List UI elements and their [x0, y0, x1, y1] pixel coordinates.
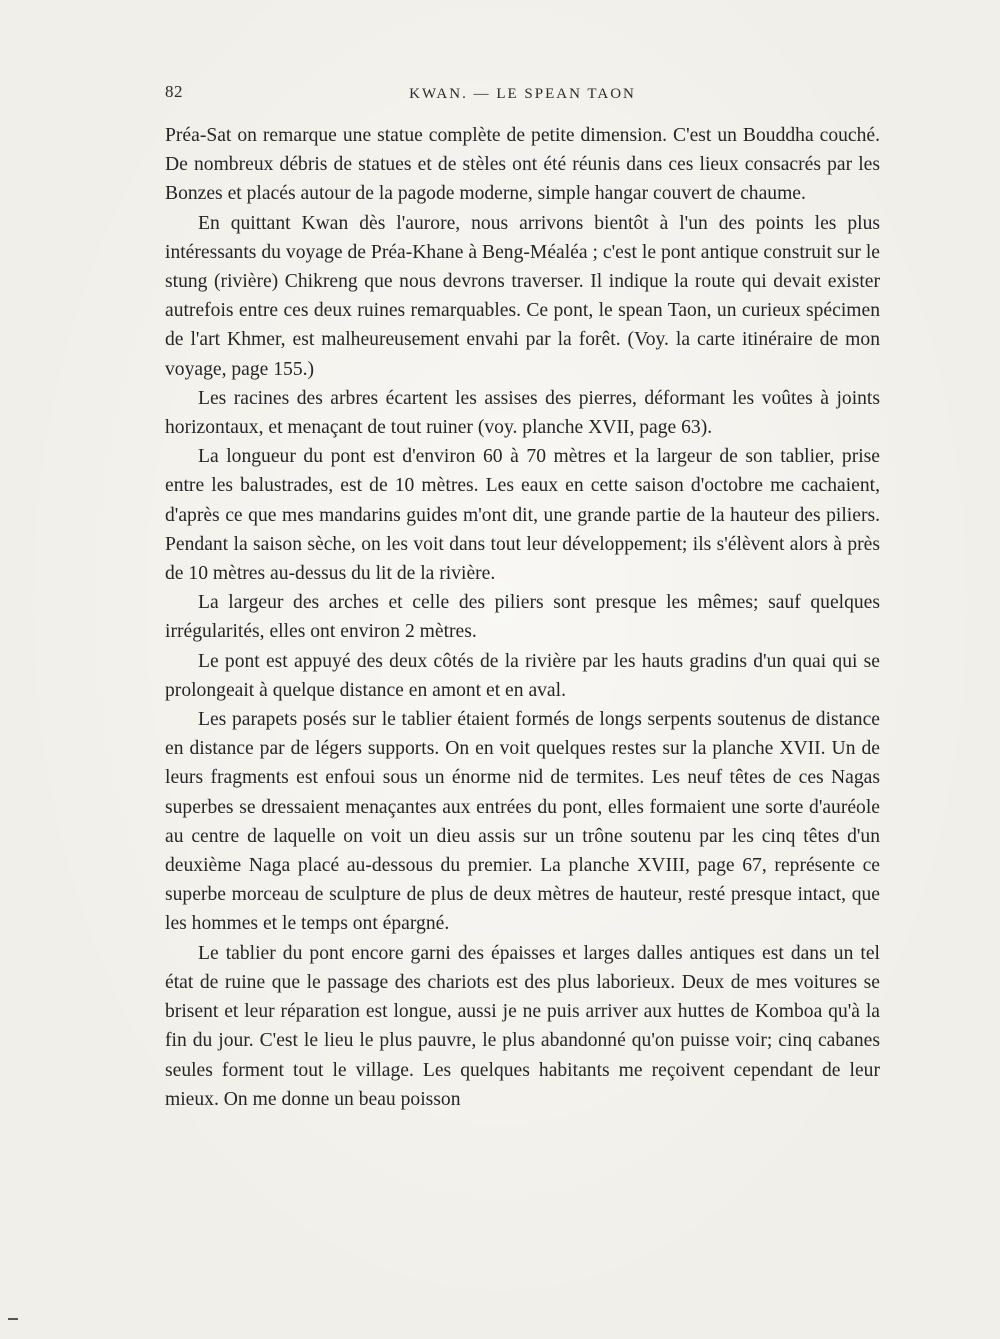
paragraph: La largeur des arches et celle des piliers sont presque les mêmes; sauf quelques irrégularités, elles ont environ 2 mètres. — [165, 592, 880, 643]
paragraph: Les parapets posés sur le tablier étaient formés de longs serpents soutenus de distance en distance par de légers supports. On en voit quelques restes sur la planche XVII. Un de leurs fragments est enfoui sous un énorme nid de termites. Les neuf têtes de ces Nagas superbes se dressaient menaçantes aux entrées du pont, elles formaient une sorte d'auréole au centre de laquelle on voit un dieu assis sur un trône soutenu par les cinq têtes d'un deuxième Naga placé au-dessous du premier. La planche XVIII, page 67, représente ce superbe morceau de sculpture de plus de deux mètres de hauteur, resté presque intact, que les hommes et le temps ont épargné. — [165, 709, 880, 935]
scan-corner-mark — [8, 1318, 18, 1320]
running-head: KWAN. — LE SPEAN TAON — [409, 86, 636, 102]
paragraph: Le tablier du pont encore garni des épaisses et larges dalles antiques est dans un tel état de ruine que le passage des chariots est des plus laborieux. Deux de mes voitures se brisent et leur réparation est longue, aussi je ne puis arriver aux huttes de Komboa qu'à la fin du jour. C'est le lieu le plus pauvre, le plus abandonné qu'on puisse voir; cinq cabanes seules forment tout le village. Les quelques habitants me reçoivent cependant de leur mieux. On me donne un beau poisson — [165, 942, 880, 1110]
paragraph: Le pont est appuyé des deux côtés de la rivière par les hauts gradins d'un quai qui se prolongeait à quelque distance en amont et en aval. — [165, 650, 880, 701]
paragraph: Les racines des arbres écartent les assises des pierres, déformant les voûtes à joints horizontaux, et menaçant de tout ruiner (voy. planche XVII, page 63). — [165, 387, 880, 439]
body-text — [165, 121, 880, 1114]
page-header — [165, 82, 880, 112]
page-number: 82 — [165, 82, 183, 101]
paragraph-continuation: Préa-Sat on remarque une statue complète de petite dimension. C'est un Bouddha couché. De nombreux débris de statues et de stèles ont été réunis dans ces lieux consacrés par les Bonzes et placés autour de la pagode moderne, simple hangar couvert de chaume. — [165, 125, 880, 205]
paragraph: En quittant Kwan dès l'aurore, nous arrivons bientôt à l'un des points les plus intéressants du voyage de Préa-Khane à Beng-Méaléa ; c'est le pont antique construit sur le stung (rivière) Chikreng que nous devrons traverser. Il indique la route qui devait exister autrefois entre ces deux ruines remarquables. Ce pont, le spean Taon, un curieux spécimen de l'art Khmer, est malheureusement envahi par la forêt. (Voy. la carte itinéraire de mon voyage, page 155.) — [165, 212, 880, 380]
paragraph: La longueur du pont est d'environ 60 à 70 mètres et la largeur de son tablier, prise entre les balustrades, est de 10 mètres. Les eaux en cette saison d'octobre me cachaient, d'après ce que mes mandarins guides m'ont dit, une grande partie de la hauteur des piliers. Pendant la saison sèche, on les voit dans tout leur développement; ils s'élèvent alors à près de 10 mètres au-dessus du lit de la rivière. — [165, 446, 880, 585]
